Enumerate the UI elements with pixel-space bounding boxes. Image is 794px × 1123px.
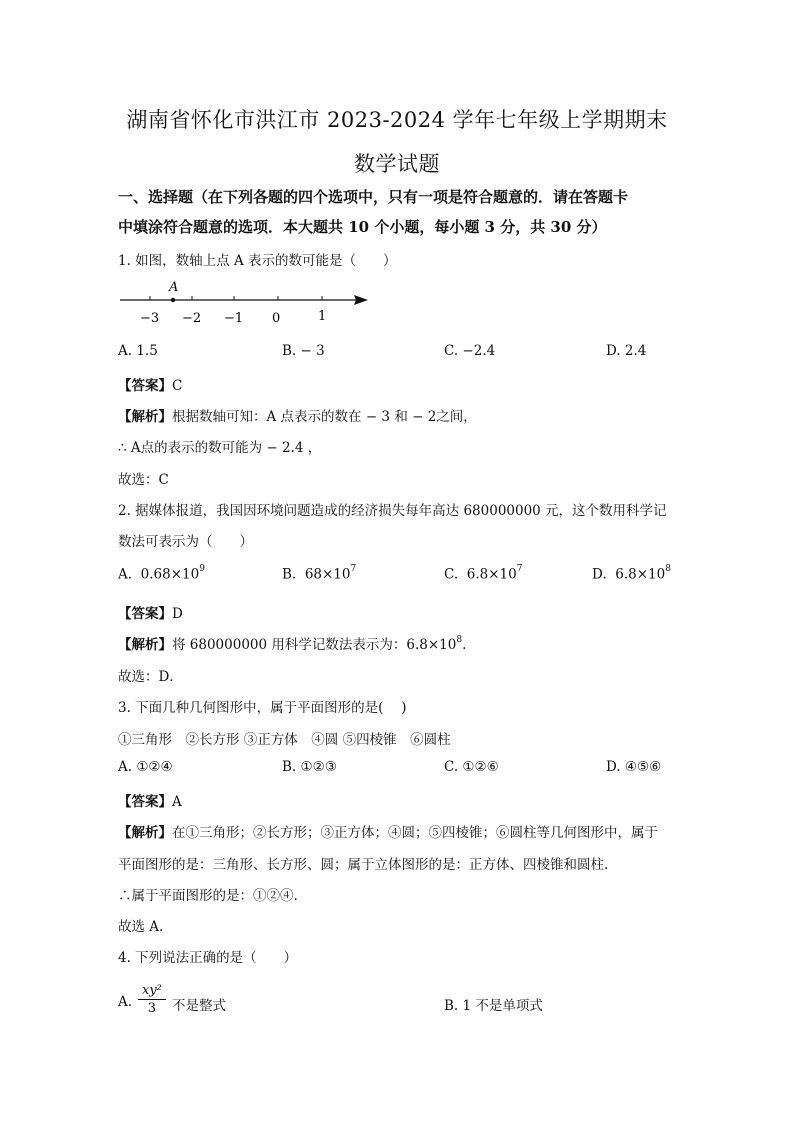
question-3-option-b: B. ①②③ [282,759,337,775]
question-2-option-a [118,566,205,583]
question-3-conclusion: 故选 A. [118,919,164,935]
section-heading-line2: 中填涂符合题意的选项．本大题共 10 个小题，每小题 3 分，共 30 分） [118,218,607,236]
analysis-exponent: 8 [456,634,463,645]
number-line-arrow-icon [354,295,368,305]
question-2-option-c [444,566,522,583]
question-3-stem: 3. 下面几种几何图形中，属于平面图形的是( ) [118,700,407,716]
option-exponent: 7 [350,564,357,574]
question-2-option-d [592,566,671,583]
number-line-figure [116,278,376,328]
analysis-text: 在①三角形；②长方形；③正方体；④圆；⑤四棱锥；⑥圆柱等几何图形中，属于 [172,825,658,841]
option-mantissa: 6.8×10 [615,566,666,583]
tick-label: −2 [182,311,202,326]
question-3-option-a: A. ①②④ [118,759,173,775]
option-label: D. [592,566,607,583]
option-exponent: 7 [516,564,523,574]
section-heading-line1: 一、选择题（在下列各题的四个选项中，只有一项是符合题意的．请在答题卡 [118,188,629,206]
option-label: B. [282,566,297,583]
question-3-items: ①三角形 ②长方形 ③正方体 ④圆 ⑤四棱锥 ⑥圆柱 [118,732,451,748]
question-2-answer [118,602,183,622]
analysis-label: 【解析】 [118,637,172,653]
question-1-option-d: D. 2.4 [606,343,647,359]
question-4-stem: 4. 下列说法正确的是（ ） [118,950,298,966]
analysis-label: 【解析】 [118,825,172,841]
question-2-conclusion: 故选：D． [118,669,183,685]
question-3-analysis-line3: ∴属于平面图形的是：①②④. [118,888,298,904]
question-2-stem-line1: 2. 据媒体报道，我国因环境问题造成的经济损失每年高达 680000000 元，这个数用科学记 [118,503,667,519]
fraction-numerator: xy² [138,983,166,1000]
answer-value: A [172,794,182,810]
option-mantissa: 0.68×10 [140,566,200,583]
question-4-option-a-label: A. [118,994,133,1010]
point-a-label: A [169,280,179,295]
question-2-analysis [118,633,466,653]
page-title: 湖南省怀化市洪江市 2023-2024 学年七年级上学期期末 [126,108,668,132]
question-4-option-a-text: 不是整式 [172,998,226,1014]
answer-label: 【答案】 [118,378,172,394]
question-2-option-b [282,566,356,583]
question-3-option-c: C. ①②⑥ [444,759,499,775]
question-3-option-d: D. ④⑤⑥ [606,759,662,775]
question-1-option-c: C. −2.4 [444,343,496,359]
question-3-analysis-line2: 平面图形的是：三角形、长方形、圆；属于立体图形的是：正方体、四棱锥和圆柱. [118,857,609,873]
tick-label: 0 [272,311,281,326]
point-a-dot [171,298,175,302]
page-subtitle: 数学试题 [354,152,440,176]
question-1-stem: 1. 如图，数轴上点 A 表示的数可能是（ ） [118,253,397,269]
option-label: A. [118,566,133,583]
answer-label: 【答案】 [118,606,172,622]
question-4-option-a-fraction [138,983,166,1016]
question-1-analysis-line2: ∴ A点的表示的数可能为 − 2.4 ， [118,440,322,456]
answer-value: C [172,378,183,394]
analysis-label: 【解析】 [118,409,172,425]
fraction-denominator: 3 [147,1001,157,1016]
question-4-option-b: B. 1 不是单项式 [444,998,543,1014]
tick-label: −1 [224,311,244,326]
question-3-analysis [118,821,658,841]
question-1-answer [118,374,182,394]
analysis-text: 根据数轴可知：A 点表示的数在 − 3 和 − 2之间， [172,409,477,425]
option-exponent: 8 [665,564,671,574]
question-2-stem-line2: 数法可表示为（ ） [118,534,253,550]
question-1-conclusion: 故选：C [118,472,169,488]
answer-value: D [172,606,183,622]
question-1-option-a: A. 1.5 [118,343,158,359]
option-mantissa: 68×10 [304,566,351,583]
answer-label: 【答案】 [118,794,172,810]
option-exponent: 9 [199,564,205,574]
analysis-end: . [462,637,467,653]
option-label: C. [444,566,459,583]
question-1-analysis [118,405,477,425]
tick-label: −3 [140,311,160,326]
tick-label: 1 [318,309,327,324]
question-3-answer [118,790,182,810]
analysis-text: 将 680000000 用科学记数法表示为：6.8×10 [172,637,457,653]
question-1-option-b: B. − 3 [282,343,325,359]
option-mantissa: 6.8×10 [466,566,517,583]
